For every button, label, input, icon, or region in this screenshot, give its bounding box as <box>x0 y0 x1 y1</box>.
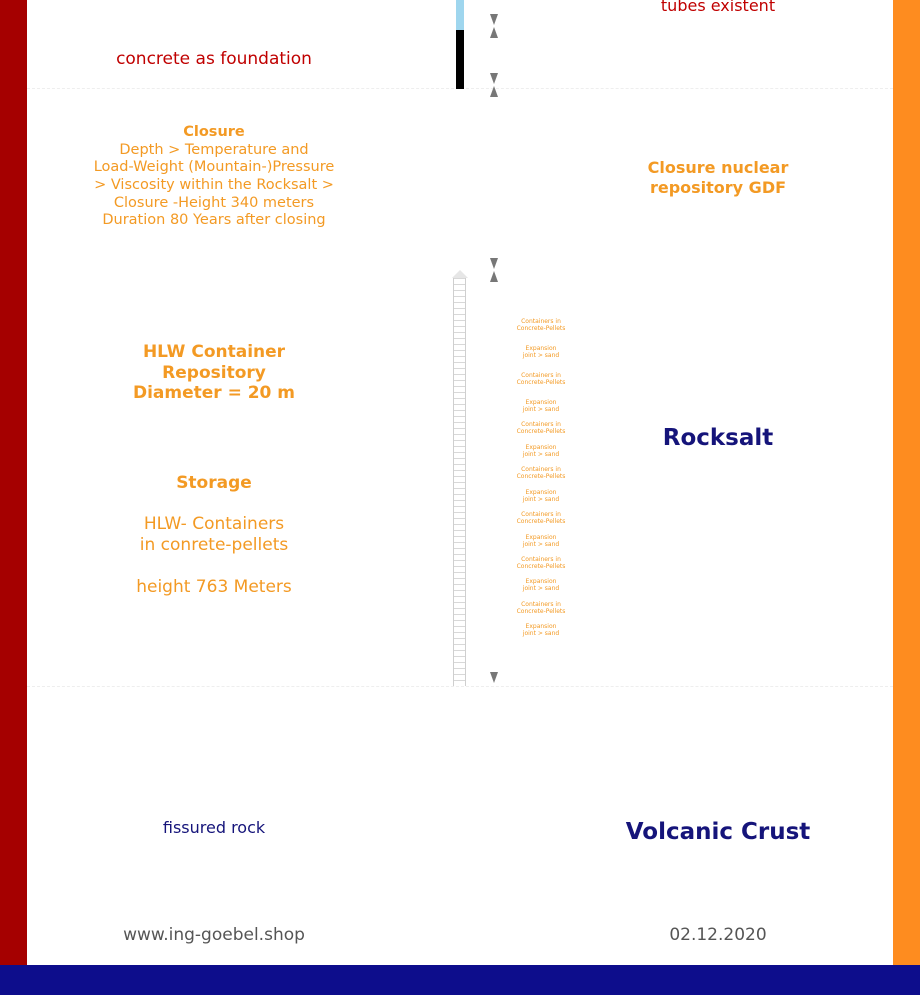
layer-label-line: Expansion <box>525 345 557 352</box>
closure-line-3: > Viscosity within the Rocksalt > <box>94 177 334 194</box>
layer-label <box>506 534 576 548</box>
layer-label-line: Containers in <box>521 556 561 563</box>
depth-marker-icon <box>489 258 499 282</box>
layer-label-line: Expansion <box>525 534 557 541</box>
hlw-title-line-2: Repository <box>162 362 266 383</box>
layer-label-line: Expansion <box>525 444 557 451</box>
layer-label <box>506 444 576 458</box>
date-label: 02.12.2020 <box>669 925 767 945</box>
layer-label-line: Concrete-Pellets <box>516 325 566 333</box>
existing-tube-top <box>456 0 464 30</box>
layer-label-line: Containers in <box>521 466 561 473</box>
layer-label-line: Containers in <box>521 421 561 428</box>
tubes-existent-label: tubes existent <box>660 0 776 15</box>
storage-description <box>88 514 340 555</box>
left-border-bar <box>0 0 27 965</box>
layer-label-line: joint > sand <box>522 496 560 504</box>
layer-label-line: joint > sand <box>522 352 560 360</box>
storage-line-2: in conrete-pellets <box>139 534 289 555</box>
layer-label <box>506 318 576 332</box>
storage-line-1: HLW- Containers <box>143 514 285 534</box>
concrete-foundation-tube <box>456 30 464 89</box>
layer-label-line: Containers in <box>521 511 561 518</box>
repository-shaft <box>453 278 466 686</box>
layer-label-line: joint > sand <box>522 541 560 549</box>
layer-label-line: Concrete-Pellets <box>516 608 566 616</box>
layer-label-line: joint > sand <box>522 451 560 459</box>
layer-label-line: Concrete-Pellets <box>516 428 566 436</box>
layer-label-line: joint > sand <box>522 630 560 638</box>
layer-label <box>506 421 576 435</box>
closure-gdf-label <box>598 158 838 197</box>
depth-marker-icon <box>489 14 499 38</box>
layer-label <box>506 399 576 413</box>
hlw-title-line-3: Diameter = 20 m <box>132 383 296 404</box>
layer-label-line: Concrete-Pellets <box>516 473 566 481</box>
layer-label <box>506 623 576 637</box>
layer-label-line: joint > sand <box>522 406 560 414</box>
closure-title: Closure <box>183 124 245 140</box>
volcanic-crust-label: Volcanic Crust <box>625 819 811 845</box>
rocksalt-label: Rocksalt <box>662 425 774 451</box>
layer-label-line: Expansion <box>525 578 557 585</box>
hlw-repository-title <box>88 342 340 404</box>
layer-label <box>506 578 576 592</box>
foundation-label: concrete as foundation <box>116 49 312 69</box>
right-border-bar <box>893 0 920 965</box>
closure-description <box>60 124 368 230</box>
hlw-title-line-1: HLW Container <box>142 342 286 362</box>
layer-label-line: Containers in <box>521 372 561 379</box>
layer-label-line: Containers in <box>521 318 561 325</box>
layer-label <box>506 489 576 503</box>
shaft-top-cap <box>452 270 468 278</box>
closure-line-1: Depth > Temperature and <box>119 141 309 158</box>
layer-label-line: joint > sand <box>522 585 560 593</box>
layer-label-line: Concrete-Pellets <box>516 518 566 526</box>
bottom-border-bar <box>0 965 920 995</box>
closure-line-4: Closure -Height 340 meters <box>113 194 315 211</box>
storage-title: Storage <box>176 473 252 493</box>
shaft-bottom-marker-icon <box>490 672 498 683</box>
closure-gdf-line-1: Closure nuclear <box>647 158 789 177</box>
layer-label <box>506 466 576 480</box>
layer-label <box>506 345 576 359</box>
layer-label <box>506 601 576 615</box>
closure-line-5: Duration 80 Years after closing <box>102 212 326 229</box>
layer-label-line: Concrete-Pellets <box>516 563 566 571</box>
layer-label-line: Containers in <box>521 601 561 608</box>
layer-label <box>506 556 576 570</box>
layer-label-line: Expansion <box>525 623 557 630</box>
closure-gdf-line-2: repository GDF <box>649 177 787 197</box>
layer-label-line: Concrete-Pellets <box>516 379 566 387</box>
storage-height: height 763 Meters <box>136 577 292 597</box>
closure-line-2: Load-Weight (Mountain-)Pressure <box>93 159 335 176</box>
website-label: www.ing-goebel.shop <box>123 925 305 945</box>
layer-label <box>506 372 576 386</box>
layer-label-line: Expansion <box>525 489 557 496</box>
layer-separator-bottom <box>27 686 893 687</box>
depth-marker-icon <box>489 73 499 97</box>
layer-label-line: Expansion <box>525 399 557 406</box>
fissured-rock-label: fissured rock <box>162 818 266 837</box>
layer-label <box>506 511 576 525</box>
